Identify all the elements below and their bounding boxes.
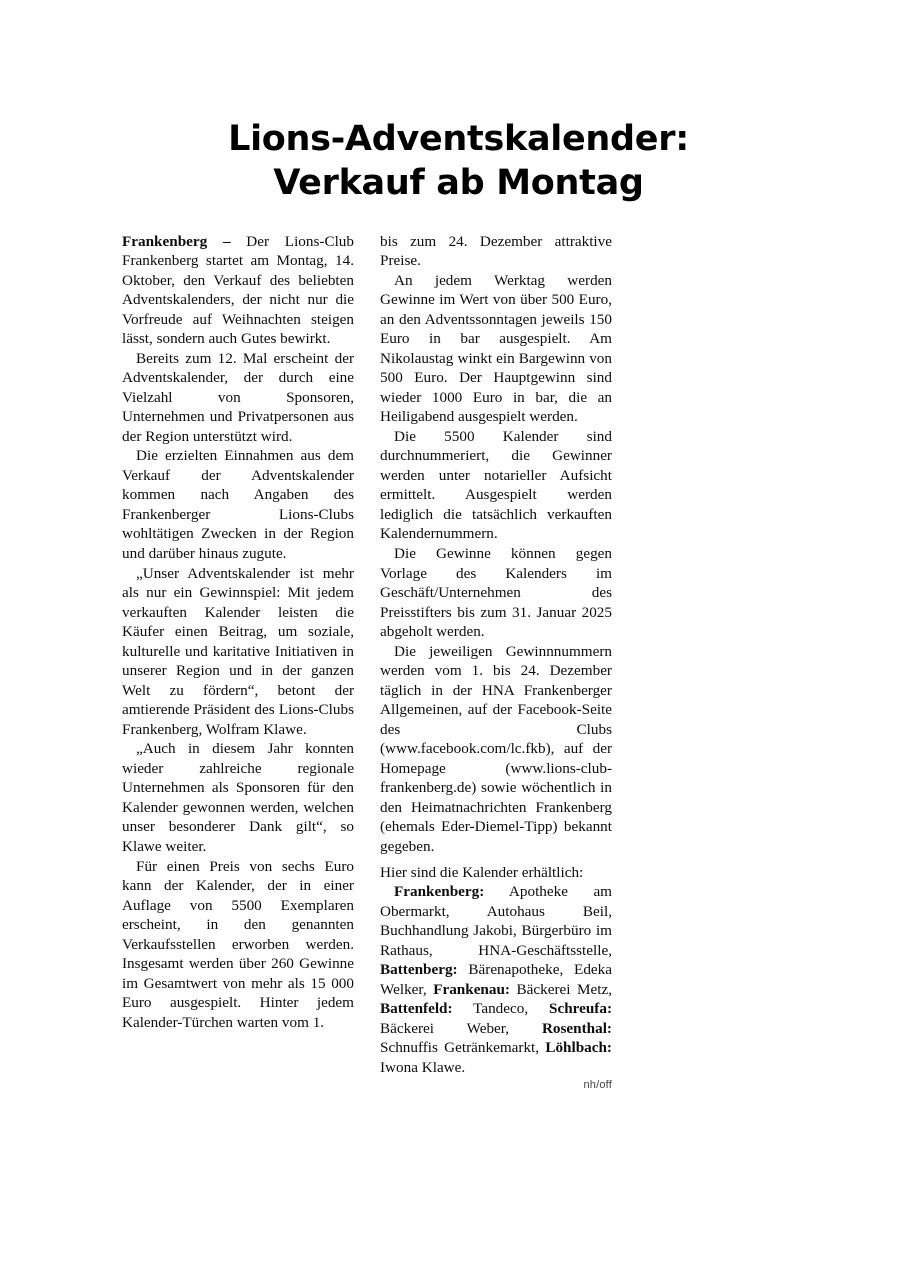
paragraph-continuation: bis zum 24. Dezember attraktive Preise. bbox=[380, 232, 612, 270]
article-column-right bbox=[380, 232, 612, 1092]
outlet-label-loehlbach: Löhlbach: bbox=[545, 1039, 612, 1057]
outlet-text-schreufa: Bäckerei Weber, bbox=[380, 1019, 542, 1037]
article-column-left bbox=[122, 232, 354, 1033]
outlet-text-frankenau: Bäckerei Metz, bbox=[509, 980, 612, 998]
paragraph: Die 5500 Kalender sind durchnummeriert, die Gewinner werden unter notarieller Aufsicht ermittelt. Ausgespielt werden lediglich die tatsächlich verkauften Kalendernummern. bbox=[380, 427, 612, 543]
outlet-text-loehlbach: Iwona Klawe. bbox=[380, 1058, 466, 1076]
outlet-label-battenfeld: Battenfeld: bbox=[380, 1000, 453, 1018]
lead-text: Der Lions-Club Frankenberg startet am Montag, 14. Oktober, den Verkauf des beliebten Adventskalenders, der nicht nur die Vorfreude auf Weihnachten steigen lässt, sondern auch Gutes bewirkt. bbox=[122, 232, 354, 348]
paragraph-outlets-list bbox=[380, 882, 612, 1077]
headline-line-2: Verkauf ab Montag bbox=[273, 162, 644, 203]
paragraph-outlets-intro: Hier sind die Kalender erhältlich: bbox=[380, 863, 584, 881]
outlet-text-frankenberg: Apotheke am Obermarkt, Autohaus Beil, Buchhandlung Jakobi, Bürgerbüro im Rathaus, HNA-Geschäftsstelle, bbox=[380, 883, 612, 959]
dateline: Frankenberg – bbox=[122, 232, 231, 250]
outlet-label-frankenberg: Frankenberg: bbox=[394, 883, 485, 901]
paragraph: Bereits zum 12. Mal erscheint der Adventskalender, der durch eine Vielzahl von Sponsoren, Unternehmen und Privatpersonen aus der Region unterstützt wird. bbox=[122, 349, 354, 445]
outlet-label-frankenau: Frankenau: bbox=[433, 980, 510, 998]
outlet-text-rosenthal: Schnuffis Getränkemarkt, bbox=[380, 1039, 546, 1057]
headline-line-1: Lions-Adventskalender: bbox=[228, 119, 689, 159]
paragraph: Die jeweiligen Gewinnnummern werden vom 1. bis 24. Dezember täglich in der HNA Frankenberger Allgemeinen, auf der Facebook-Seite des Clubs (www.facebook.com/lc.fkb), auf der Homepage (www.lions-club-frankenberg.de) sowie wöchentlich in den Heimatnachrichten Frankenberg (ehemals Eder-Diemel-Tipp) bekannt gegeben. bbox=[380, 642, 612, 855]
outlet-label-battenberg: Battenberg: bbox=[380, 961, 458, 979]
article-columns bbox=[122, 232, 795, 1092]
paragraph: „Auch in diesem Jahr konnten wieder zahlreiche regionale Unternehmen als Sponsoren für den Kalender gewonnen werden, welchen unser besonderer Dank gilt“, so Klawe weiter. bbox=[122, 740, 354, 855]
paragraph-lead bbox=[122, 232, 354, 349]
author-signature: nh/off bbox=[583, 1079, 612, 1092]
paragraph: „Unser Adventskalender ist mehr als nur ein Gewinnspiel: Mit jedem verkauften Kalender leisten die Käufer einen Beitrag, um soziale, kulturelle und karitative Initiativen in unserer Region und in der ganzen Welt zu fördern“, betont der amtierende Präsident des Lions-Clubs Frankenberg, Wolfram Klawe. bbox=[122, 564, 354, 738]
outlet-label-rosenthal: Rosenthal: bbox=[541, 1019, 612, 1037]
page-title bbox=[122, 118, 795, 206]
paragraph: Die erzielten Einnahmen aus dem Verkauf der Adventskalender kommen nach Angaben des Frankenberger Lions-Clubs wohltätigen Zwecken in der Region und darüber hinaus zugute. bbox=[122, 447, 354, 562]
outlet-text-battenfeld: Tandeco, bbox=[452, 1000, 549, 1018]
paragraph: Die Gewinne können gegen Vorlage des Kalenders im Geschäft/Unternehmen des Preisstifters bis zum 31. Januar 2025 abgeholt werden. bbox=[380, 545, 612, 641]
paragraph: Für einen Preis von sechs Euro kann der Kalender, der in einer Auflage von 5500 Exemplaren erscheint, in den genannten Verkaufsstellen erworben werden. Insgesamt werden über 260 Gewinne im Gesamtwert von mehr als 15 000 Euro ausgespielt. Hinter jedem Kalender-Türchen warten vom 1. bbox=[122, 857, 354, 1031]
paragraph: An jedem Werktag werden Gewinne im Wert von über 500 Euro, an den Adventssonntagen jeweils 150 Euro in bar ausgespielt. Am Nikolaustag winkt ein Bargewinn von 500 Euro. Der Hauptgewinn sind wieder 1000 Euro in bar, die an Heiligabend ausgespielt werden. bbox=[380, 271, 612, 426]
outlet-label-schreufa: Schreufa: bbox=[549, 1000, 612, 1018]
outlet-text-battenberg: Bärenapotheke, Edeka Welker, bbox=[380, 961, 612, 998]
